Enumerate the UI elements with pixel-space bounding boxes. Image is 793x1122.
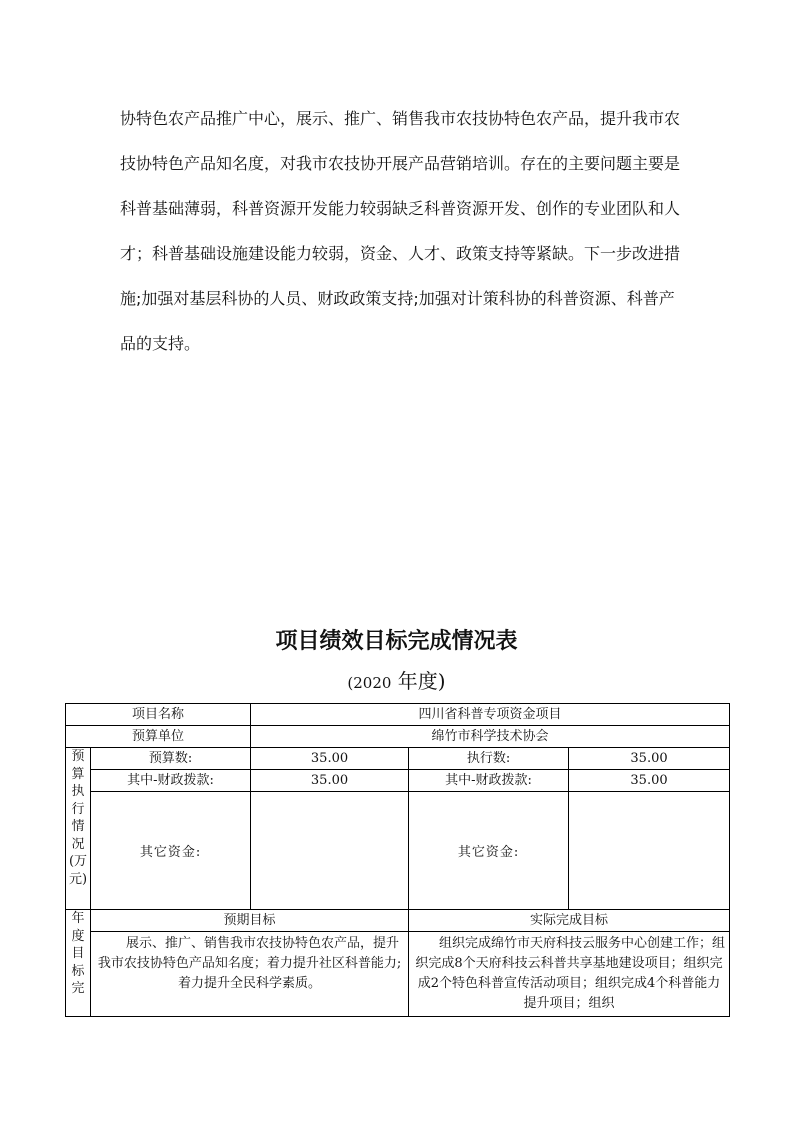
budget-amount-value: 35.00 xyxy=(251,748,409,770)
expected-goal-text: 展示、推广、销售我市农技协特色农产品，提升我市农技协特色产品知名度；着力提升社区科普能力;着力提升全民科学素质。 xyxy=(91,932,409,1017)
fiscal-value: 35.00 xyxy=(569,770,730,792)
table-row xyxy=(66,932,730,1017)
other-funds-label: 其它资金: xyxy=(91,792,251,910)
paragraph-line: 才；科普基础设施建设能力较弱，资金、人才、政策支持等紧缺。下一步改进措 xyxy=(120,244,681,263)
performance-table xyxy=(65,703,730,1017)
budget-amount-label: 预算数: xyxy=(91,748,251,770)
vertical-char: 元) xyxy=(68,871,88,887)
vertical-char: 况 xyxy=(71,836,85,852)
year-suffix: 年度) xyxy=(397,669,446,693)
table-row xyxy=(66,792,730,910)
year-number: (2020 xyxy=(347,674,392,692)
table-row xyxy=(66,770,730,792)
vertical-char: 情 xyxy=(71,819,85,834)
table-row xyxy=(66,748,730,770)
body-paragraph xyxy=(120,96,680,366)
annual-goal-vertical-label xyxy=(66,910,91,1017)
project-name-value: 四川省科普专项资金项目 xyxy=(251,704,730,726)
fiscal-value: 35.00 xyxy=(251,770,409,792)
vertical-char: 执 xyxy=(71,784,85,799)
vertical-char: 标 xyxy=(71,963,85,979)
budget-exec-vertical-label xyxy=(66,748,91,910)
table-year xyxy=(0,665,793,694)
expected-goal-header: 预期目标 xyxy=(91,910,409,932)
table-title: 项目绩效目标完成情况表 xyxy=(275,629,518,654)
paragraph-line: 协特色农产品推广中心，展示、推广、销售我市农技协特色农产品，提升我市农 xyxy=(120,109,681,128)
vertical-char: 度 xyxy=(71,928,85,944)
exec-amount-value: 35.00 xyxy=(569,748,730,770)
table-row xyxy=(66,910,730,932)
fiscal-label: 其中-财政拨款: xyxy=(91,770,251,792)
other-funds-value xyxy=(569,792,730,910)
paragraph-line: 施;加强对基层科协的人员、财政政策支持;加强对计策科协的科普资源、科普产 xyxy=(120,289,675,308)
exec-amount-label: 执行数: xyxy=(409,748,569,770)
vertical-char: (万 xyxy=(68,854,88,869)
vertical-char: 行 xyxy=(71,801,85,817)
project-name-label: 项目名称 xyxy=(66,704,251,726)
actual-goal-text: 组织完成绵竹市天府科技云服务中心创建工作；组织完成8个天府科技云科普共享基地建设项目；组织完成2个特色科普宣传活动项目；组织完成4个科普能力提升项目；组织 xyxy=(409,932,730,1017)
budget-unit-label: 预算单位 xyxy=(66,726,251,748)
vertical-char: 完 xyxy=(71,981,85,996)
paragraph-line: 技协特色产品知名度，对我市农技协开展产品营销培训。存在的主要问题主要是 xyxy=(120,154,681,173)
paragraph-line: 科普基础薄弱，科普资源开发能力较弱缺乏科普资源开发、创作的专业团队和人 xyxy=(120,199,681,218)
other-funds-value xyxy=(251,792,409,910)
vertical-char: 算 xyxy=(71,766,85,782)
actual-goal-header: 实际完成目标 xyxy=(409,910,730,932)
vertical-char: 年 xyxy=(71,911,85,926)
paragraph-line: 品的支持。 xyxy=(120,334,201,353)
fiscal-label: 其中-财政拨款: xyxy=(409,770,569,792)
table-row xyxy=(66,704,730,726)
vertical-char: 预 xyxy=(71,749,85,764)
budget-unit-value: 绵竹市科学技术协会 xyxy=(251,726,730,748)
vertical-char: 目 xyxy=(71,946,85,961)
table-row xyxy=(66,726,730,748)
other-funds-label: 其它资金: xyxy=(409,792,569,910)
